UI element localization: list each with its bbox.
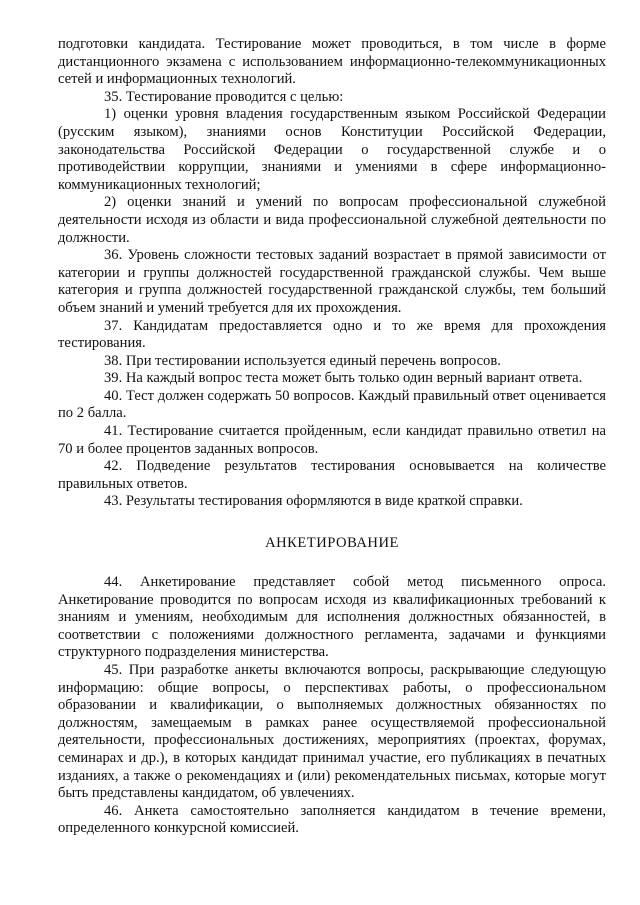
- paragraph-43: 43. Результаты тестирования оформляются в виде краткой справки.: [104, 493, 523, 510]
- paragraph-44: 44. Анкетирование представляет собой метод письменного опроса. Анкетирование проводится по вопросам исходя из квалификационных требований к знаниям и умениям, необходимым для исполнения должностных обязанностей, в соответствии с положениями должностного регламента, задачами и функциями структурного подразделения министерства.: [58, 574, 606, 661]
- paragraph-40: 40. Тест должен содержать 50 вопросов. Каждый правильный ответ оценивается по 2 балла.: [58, 387, 606, 422]
- paragraph-38: 38. При тестировании используется единый перечень вопросов.: [104, 352, 501, 369]
- paragraph-35-item-1: 1) оценки уровня владения государственным языком Российской Федерации (русским языком), знаниями основ Конституции Российской Федерации, законодательства Российской Федерации о государственной службе и о противодействии коррупции, знаниями и умениями в сфере информационно-коммуникационных технологий;: [58, 106, 606, 193]
- paragraph-35-item-2: 2) оценки знаний и умений по вопросам профессиональной служебной деятельности исходя из области и вида профессиональной служебной деятельности по должности.: [58, 194, 606, 246]
- section-heading: АНКЕТИРОВАНИЕ: [265, 535, 399, 552]
- paragraph-37: 37. Кандидатам предоставляется одно и то же время для прохождения тестирования.: [58, 317, 606, 352]
- paragraph-45: 45. При разработке анкеты включаются вопросы, раскрывающие следующую информацию: общие вопросы, о перспективах работы, о профессиональном образовании и квалификации, о выполняемых должностных обязанностях по должностям, замещаемым в рамках ранее осуществляемой профессиональной деятельности, профессиональных достижениях, мероприятиях (проектах, форумах, семинарах и др.), в которых кандидат принимал участие, его публикациях в печатных изданиях, а также о рекомендациях и (или) рекомендательных письмах, которые могут быть представлены кандидатом, об увлечениях.: [58, 662, 606, 802]
- paragraph-39: 39. На каждый вопрос теста может быть только один верный вариант ответа.: [104, 370, 583, 387]
- paragraph-42: 42. Подведение результатов тестирования основывается на количестве правильных ответов.: [58, 458, 606, 492]
- paragraph-46: 46. Анкета самостоятельно заполняется кандидатом в течение времени, определенного конкурсной комиссией.: [58, 802, 606, 837]
- paragraph-36: 36. Уровень сложности тестовых заданий возрастает в прямой зависимости от категории и группы должностей государственной гражданской службы. Чем выше категория и группа должностей государственной гражданской службы, тем больший объем знаний и умений требуется для их прохождения.: [58, 247, 606, 316]
- paragraph-continuation: подготовки кандидата. Тестирование может проводиться, в том числе в форме дистанционного экзамена с использованием информационно-телекоммуникационных сетей и информационных технологий.: [58, 36, 606, 88]
- paragraph-41: 41. Тестирование считается пройденным, если кандидат правильно ответил на 70 и более процентов заданных вопросов.: [58, 423, 606, 457]
- paragraph-35: 35. Тестирование проводится с целью:: [104, 88, 344, 105]
